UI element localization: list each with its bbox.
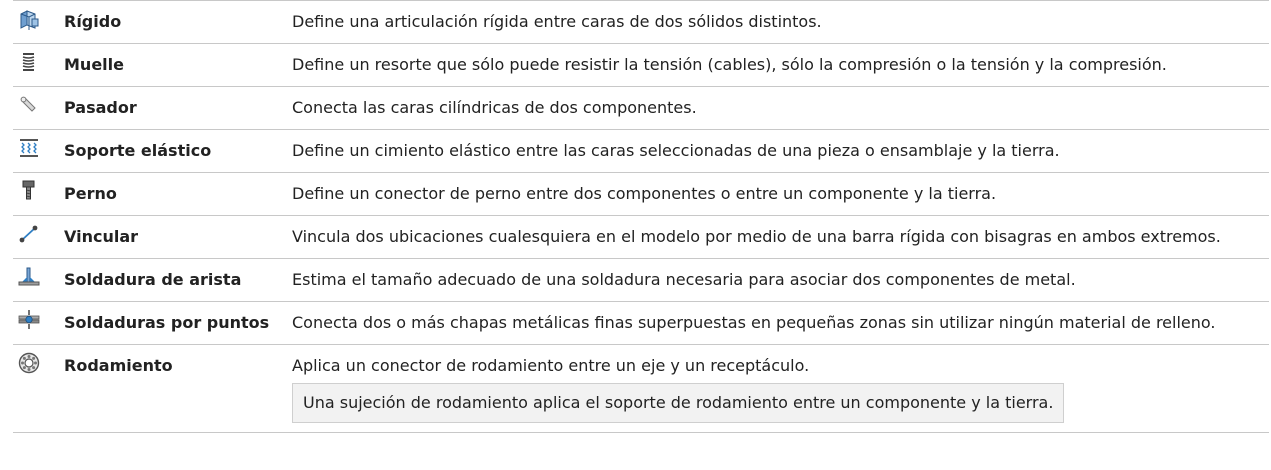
connector-description: Vincula dos ubicaciones cualesquiera en el modelo por medio de una barra rígida con bisagras en ambos extremos. <box>292 216 1269 259</box>
connector-table <box>13 0 1269 433</box>
table-row <box>13 87 1269 130</box>
table-row <box>13 302 1269 345</box>
connector-description: Aplica un conector de rodamiento entre un eje y un receptáculo. <box>292 356 810 375</box>
pin-icon <box>17 93 41 117</box>
spot-weld-icon <box>17 308 41 332</box>
connector-name: Pasador <box>51 87 292 130</box>
connector-description: Conecta las caras cilíndricas de dos componentes. <box>292 87 1269 130</box>
connector-description: Define una articulación rígida entre caras de dos sólidos distintos. <box>292 1 1269 44</box>
bolt-icon <box>17 179 41 203</box>
table-row <box>13 259 1269 302</box>
connector-name: Soldaduras por puntos <box>51 302 292 345</box>
connector-name: Muelle <box>51 44 292 87</box>
table-row <box>13 173 1269 216</box>
table-row <box>13 345 1269 433</box>
spring-icon <box>17 50 41 74</box>
connector-name: Perno <box>51 173 292 216</box>
connector-description: Define un resorte que sólo puede resistir la tensión (cables), sólo la compresión o la tensión y la compresión. <box>292 44 1269 87</box>
edge-weld-icon <box>17 265 41 289</box>
rigid-connector-icon <box>17 7 41 31</box>
connector-name: Rodamiento <box>51 345 292 433</box>
bearing-icon <box>17 351 41 375</box>
elastic-support-icon <box>17 136 41 160</box>
connector-name: Soldadura de arista <box>51 259 292 302</box>
connector-description: Conecta dos o más chapas metálicas finas superpuestas en pequeñas zonas sin utilizar ningún material de relleno. <box>292 302 1269 345</box>
table-row <box>13 44 1269 87</box>
note-box: Una sujeción de rodamiento aplica el soporte de rodamiento entre un componente y la tierra. <box>292 383 1064 423</box>
table-row <box>13 130 1269 173</box>
connector-name: Soporte elástico <box>51 130 292 173</box>
connector-name: Vincular <box>51 216 292 259</box>
table-row <box>13 216 1269 259</box>
connector-description: Define un cimiento elástico entre las caras seleccionadas de una pieza o ensamblaje y la tierra. <box>292 130 1269 173</box>
connector-name: Rígido <box>51 1 292 44</box>
table-row <box>13 1 1269 44</box>
link-icon <box>17 222 41 246</box>
connector-description: Define un conector de perno entre dos componentes o entre un componente y la tierra. <box>292 173 1269 216</box>
connector-description: Estima el tamaño adecuado de una soldadura necesaria para asociar dos componentes de metal. <box>292 259 1269 302</box>
